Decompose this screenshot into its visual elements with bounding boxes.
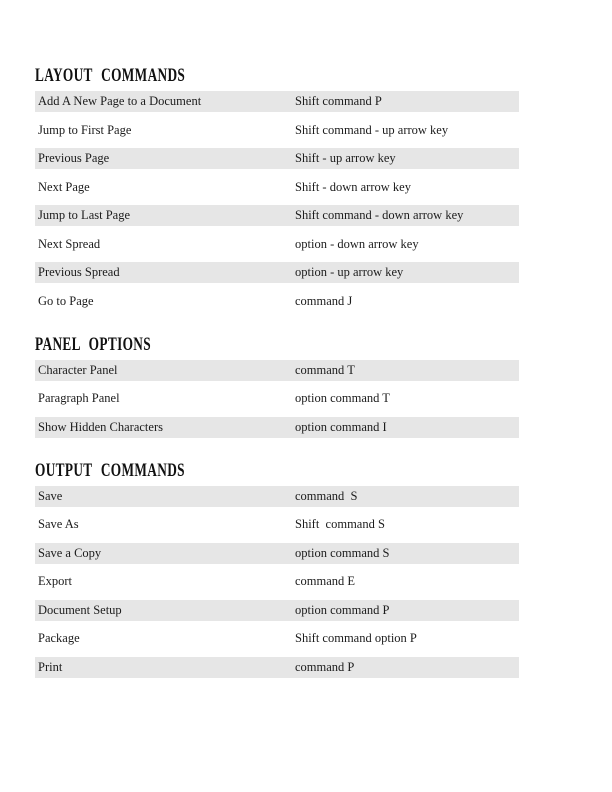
- shortcut-keys: Shift command S: [295, 517, 385, 531]
- section-panel-options: [35, 333, 519, 438]
- command-name: Character Panel: [38, 362, 118, 377]
- command-name: Export: [38, 574, 73, 588]
- command-name: Jump to First Page: [38, 122, 132, 137]
- command-name: Previous Page: [38, 151, 110, 165]
- shortcut-row: [35, 600, 519, 621]
- section-layout-commands: [35, 65, 519, 312]
- command-name: Jump to Last Page: [38, 208, 131, 222]
- command-name: Paragraph Panel: [38, 391, 120, 405]
- shortcut-keys: option command I: [295, 419, 387, 434]
- shortcut-row: [35, 571, 519, 592]
- section-rows: [35, 360, 519, 438]
- command-name: Print: [38, 659, 63, 674]
- shortcut-keys: command P: [295, 659, 355, 674]
- command-name: Show Hidden Characters: [38, 419, 163, 434]
- shortcut-row: [35, 417, 519, 438]
- shortcut-keys: command S: [295, 488, 358, 503]
- shortcut-keys: command J: [295, 293, 353, 308]
- shortcut-keys: option - up arrow key: [295, 265, 404, 279]
- command-name: Next Page: [38, 179, 90, 194]
- shortcut-row: [35, 628, 519, 649]
- shortcut-keys: option command T: [295, 391, 390, 405]
- section-title: OUTPUT COMMANDS: [35, 459, 185, 481]
- command-name: Add A New Page to a Document: [38, 94, 202, 108]
- shortcut-keys: option - down arrow key: [295, 236, 419, 251]
- shortcut-keys: command T: [295, 362, 355, 377]
- shortcut-row: [35, 177, 519, 198]
- section-output-commands: [35, 459, 519, 678]
- shortcut-row: [35, 388, 519, 409]
- command-name: Save a Copy: [38, 545, 102, 560]
- section-title: PANEL OPTIONS: [35, 333, 152, 355]
- shortcut-keys: Shift command P: [295, 94, 382, 108]
- command-name: Save As: [38, 517, 79, 531]
- section-title: LAYOUT COMMANDS: [35, 65, 186, 86]
- shortcut-row: [35, 514, 519, 535]
- shortcut-row: [35, 91, 519, 112]
- shortcut-row: [35, 543, 519, 564]
- shortcut-keys: Shift - up arrow key: [295, 151, 396, 165]
- section-rows: [35, 91, 519, 312]
- command-name: Go to Page: [38, 293, 94, 308]
- shortcut-row: [35, 291, 519, 312]
- command-name: Package: [38, 631, 80, 645]
- shortcut-row: [35, 360, 519, 381]
- shortcut-keys: option command S: [295, 545, 390, 560]
- shortcut-row: [35, 486, 519, 507]
- shortcut-row: [35, 148, 519, 169]
- shortcut-row: [35, 262, 519, 283]
- command-name: Previous Spread: [38, 265, 120, 279]
- command-name: Next Spread: [38, 236, 101, 251]
- section-rows: [35, 486, 519, 678]
- shortcut-keys: Shift - down arrow key: [295, 179, 411, 194]
- shortcut-keys: Shift command option P: [295, 631, 417, 645]
- shortcut-keys: option command P: [295, 602, 390, 617]
- command-name: Document Setup: [38, 602, 122, 617]
- shortcut-keys: Shift command - down arrow key: [295, 208, 464, 222]
- shortcut-row: [35, 120, 519, 141]
- shortcut-keys: command E: [295, 574, 356, 588]
- command-name: Save: [38, 488, 63, 503]
- shortcut-list: [35, 65, 519, 685]
- shortcut-row: [35, 205, 519, 226]
- shortcut-keys: Shift command - up arrow key: [295, 122, 449, 137]
- shortcut-row: [35, 657, 519, 678]
- shortcut-row: [35, 234, 519, 255]
